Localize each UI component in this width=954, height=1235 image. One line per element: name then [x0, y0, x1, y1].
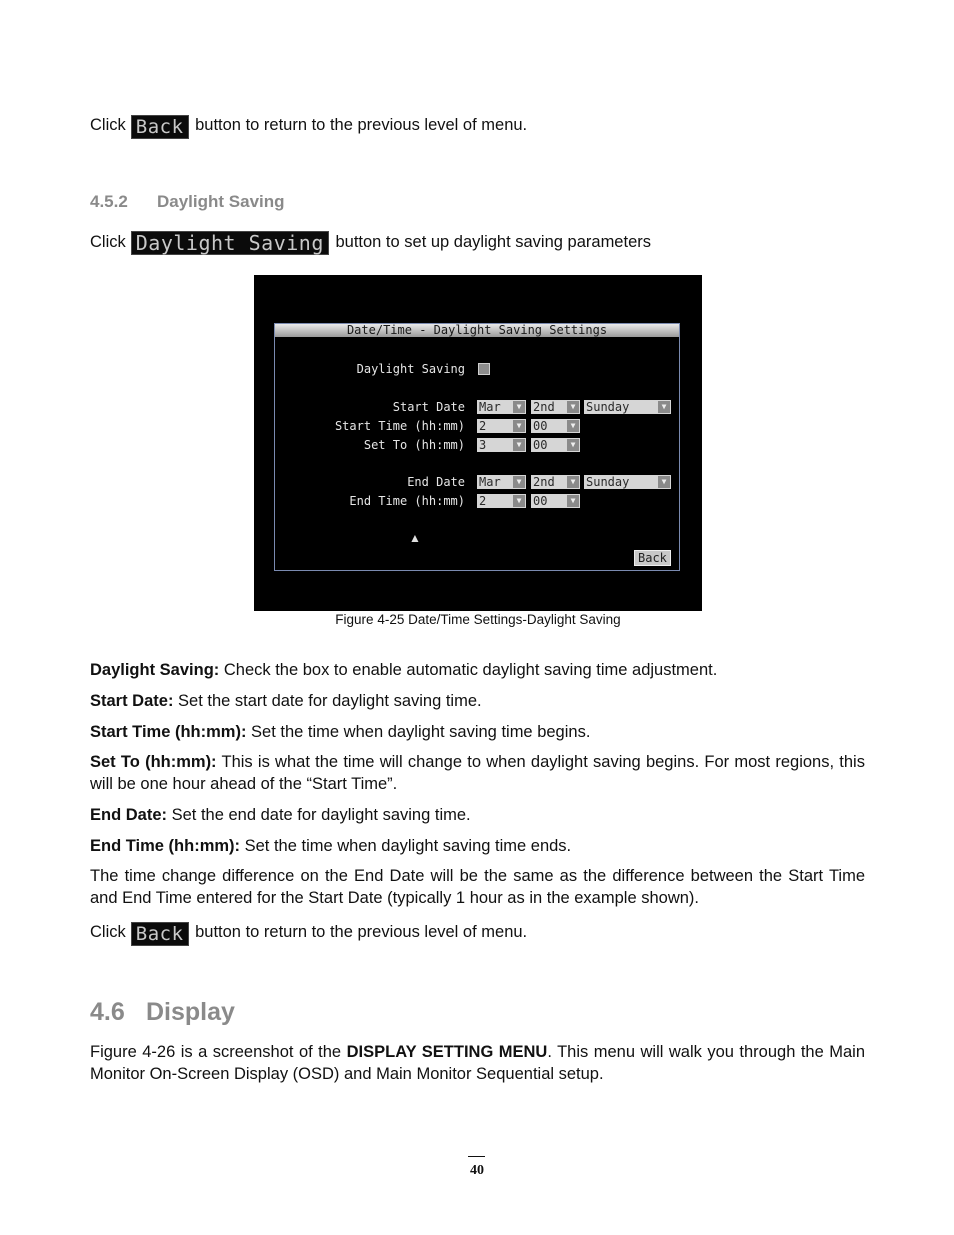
daylight-saving-checkbox[interactable]: [478, 363, 490, 375]
daylight-saving-screenshot: [254, 275, 702, 611]
chevron-down-icon: ▼: [513, 476, 525, 488]
start-time-hour-value: 2: [479, 419, 487, 433]
chevron-down-icon: ▼: [513, 401, 525, 413]
chevron-down-icon: ▼: [658, 401, 670, 413]
start-time-hour-select[interactable]: [477, 419, 526, 433]
page-number: 40: [470, 1163, 484, 1178]
set-to-label: Set To (hh:mm): [363, 438, 465, 452]
chevron-down-icon: ▼: [513, 495, 525, 507]
definition-end-date: [90, 804, 865, 826]
start-date-month-value: Mar: [479, 400, 501, 414]
section-title: Daylight Saving: [157, 192, 285, 211]
back-instruction-text: button to return to the previous level of menu.: [195, 116, 528, 134]
section-heading-4-6: [90, 998, 235, 1027]
end-date-week-value: 2nd: [533, 475, 555, 489]
click-text: Click: [90, 923, 126, 941]
section-title: Display: [146, 998, 235, 1026]
chevron-down-icon: ▼: [567, 439, 579, 451]
daylight-saving-instruction: [90, 231, 651, 255]
end-time-label: End Time (hh:mm): [349, 494, 465, 508]
instruction-text: button to set up daylight saving parameters: [335, 233, 651, 251]
start-date-week-select[interactable]: [531, 400, 580, 414]
set-to-hour-value: 3: [479, 438, 487, 452]
intro-text-continued: . This menu will walk you through the Main Monitor On-Screen Display (OSD) and Main Monitor Sequential setup.: [90, 1043, 866, 1083]
osd-back-button[interactable]: Back: [634, 550, 671, 566]
mouse-cursor-icon: ▲: [409, 531, 421, 545]
daylight-saving-button-image: Daylight Saving: [131, 231, 329, 255]
start-date-week-value: 2nd: [533, 400, 555, 414]
end-date-label: End Date: [407, 475, 465, 489]
daylight-saving-dialog: [274, 323, 680, 571]
back-instruction-2: [90, 921, 527, 946]
section-number: 4.6: [90, 998, 125, 1026]
start-time-minute-value: 00: [533, 419, 548, 433]
daylight-saving-label: Daylight Saving: [356, 362, 465, 376]
chevron-down-icon: ▼: [567, 495, 579, 507]
end-time-hour-value: 2: [479, 494, 487, 508]
definition-text: Set the time when daylight saving time ends.: [244, 837, 572, 855]
start-time-minute-select[interactable]: [531, 419, 580, 433]
definition-text: This is what the time will change to when daylight saving begins. For most regions, this will be one hour ahead of the “Start Time”.: [90, 753, 865, 793]
chevron-down-icon: ▼: [567, 401, 579, 413]
chevron-down-icon: ▼: [513, 420, 525, 432]
definition-text: Check the box to enable automatic daylight saving time adjustment.: [223, 661, 718, 679]
definition-text: Set the end date for daylight saving time.: [171, 806, 471, 824]
chevron-down-icon: ▼: [513, 439, 525, 451]
back-button-image: Back: [131, 922, 189, 946]
time-change-note: The time change difference on the End Date will be the same as the difference between the Start Time and End Time entered for the Start Date (typically 1 hour as in the example shown).: [90, 867, 865, 907]
display-intro-paragraph: [90, 1041, 865, 1085]
chevron-down-icon: ▼: [567, 420, 579, 432]
chevron-down-icon: ▼: [567, 476, 579, 488]
end-time-minute-value: 00: [533, 494, 548, 508]
figure-caption: Figure 4-25 Date/Time Settings-Daylight Saving: [335, 612, 621, 627]
end-date-day-value: Sunday: [586, 475, 630, 489]
click-text: Click: [90, 116, 126, 134]
back-button-image: Back: [131, 115, 189, 139]
dialog-title: Date/Time - Daylight Saving Settings: [275, 324, 679, 337]
definition-term: Set To (hh:mm):: [90, 753, 217, 771]
click-text: Click: [90, 233, 126, 251]
back-instruction-text: button to return to the previous level of menu.: [195, 923, 528, 941]
end-date-day-select[interactable]: [584, 475, 671, 489]
start-date-day-select[interactable]: [584, 400, 671, 414]
definition-end-time: [90, 835, 865, 857]
start-date-month-select[interactable]: [477, 400, 526, 414]
back-instruction-1: [90, 114, 527, 139]
set-to-minute-select[interactable]: [531, 438, 580, 452]
definition-term: Start Time (hh:mm):: [90, 723, 247, 741]
intro-text: Figure 4-26 is a screenshot of the: [90, 1043, 342, 1061]
definition-term: Daylight Saving:: [90, 661, 220, 679]
definition-text: Set the start date for daylight saving time.: [178, 692, 482, 710]
definition-start-time: [90, 721, 865, 743]
end-date-month-select[interactable]: [477, 475, 526, 489]
definition-text: Set the time when daylight saving time begins.: [251, 723, 591, 741]
definition-daylight-saving: [90, 659, 865, 681]
chevron-down-icon: ▼: [658, 476, 670, 488]
end-date-month-value: Mar: [479, 475, 501, 489]
end-time-hour-select[interactable]: [477, 494, 526, 508]
end-date-week-select[interactable]: [531, 475, 580, 489]
display-setting-menu-name: DISPLAY SETTING MENU: [346, 1043, 548, 1061]
footer-rule: [468, 1156, 485, 1157]
definition-term: End Time (hh:mm):: [90, 837, 241, 855]
section-heading-4-5-2: [90, 192, 285, 212]
set-to-hour-select[interactable]: [477, 438, 526, 452]
definition-set-to: [90, 751, 865, 795]
section-number: 4.5.2: [90, 192, 128, 211]
definition-start-date: [90, 690, 865, 712]
definition-term: End Date:: [90, 806, 168, 824]
start-time-label: Start Time (hh:mm): [334, 419, 465, 433]
set-to-minute-value: 00: [533, 438, 548, 452]
definition-term: Start Date:: [90, 692, 174, 710]
start-date-day-value: Sunday: [586, 400, 630, 414]
start-date-label: Start Date: [392, 400, 465, 414]
end-time-minute-select[interactable]: [531, 494, 580, 508]
